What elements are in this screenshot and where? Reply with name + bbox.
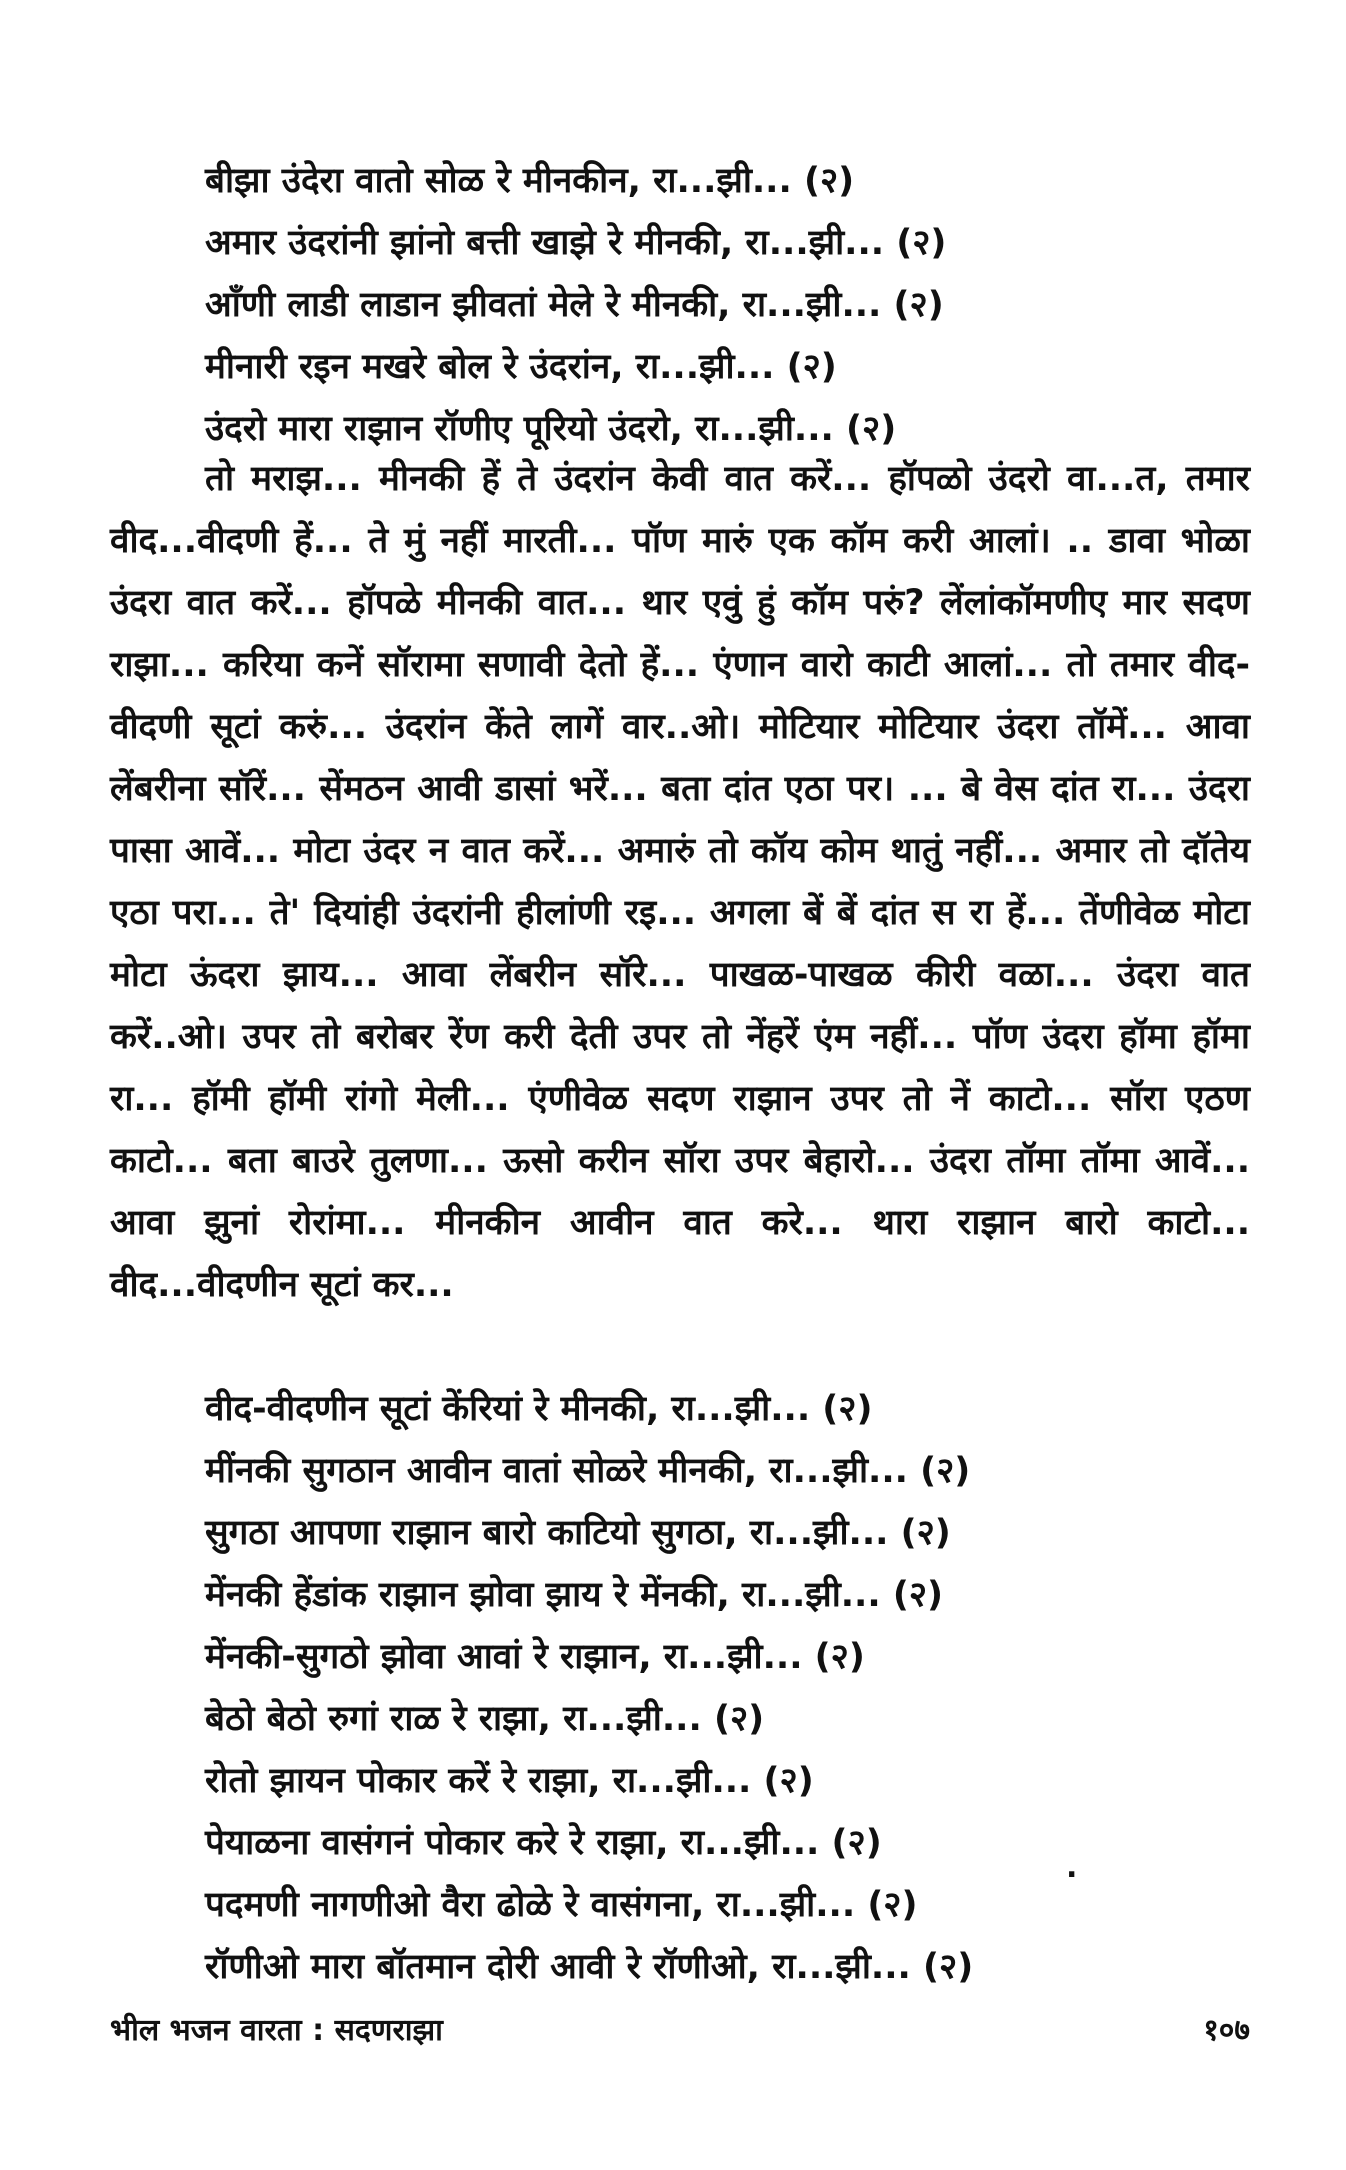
verse-line: उंदरो मारा राझान रॉणीए पूरियो उंदरो, रा...झी... (२) xyxy=(205,409,897,449)
verse-line: मीनारी रइन मखरे बोल रे उंदरांन, रा...झी... (२) xyxy=(205,347,837,387)
verse-line: अमार उंदरांनी झांनो बत्ती खाझे रे मीनकी, रा...झी... (२) xyxy=(205,223,947,263)
verse-line: मेंनकी-सुगठो झोवा आवां रे राझान, रा...झी... (२) xyxy=(205,1637,865,1677)
verse-line: बेठो बेठो रुगां राळ रे राझा, रा...झी... (२) xyxy=(205,1699,765,1739)
verse-block-top xyxy=(205,150,1265,460)
running-title: भील भजन वारता : सदणराझा xyxy=(110,2013,443,2048)
verse-line: पदमणी नागणीओ वैरा ढोळे रे वासंगना, रा...झी... (२) xyxy=(205,1885,918,1925)
verse-line: वीद-वीदणीन सूटां केंरियां रे मीनकी, रा...झी... (२) xyxy=(205,1389,873,1429)
verse-line: रोतो झायन पोकार करें रे राझा, रा...झी... (२) xyxy=(205,1761,814,1801)
verse-line: बीझा उंदेरा वातो सोळ रे मीनकीन, रा...झी... (२) xyxy=(205,161,855,201)
prose-text: तो मराझ... मीनकी हें ते उंदरांन केवी वात करें... हॉपळो उंदरो वा...त, तमार वीद...वीदणी हें... ते मुं नहीं मारती... पॉण मारुं एक कॉम करी आलां। .. डावा भोळा उंदरा वात करें... हॉपळे मीनकी वात... थार एवुं हुं कॉम परुं? लेंलांकॉमणीए मार सदण राझा... करिया कनें सॉरामा सणावी देतो हें... एंणान वारो काटी आलां... तो तमार वीद-वीदणी सूटां करुं... उंदरांन केंते लागें वार..ओ। मोटियार मोटियार उंदरा तॉमें... आवा लेंबरीना सॉरें... सेंमठन आवी डासां भरें... बता दांत एठा पर। ... बे वेस दांत रा... उंदरा पासा आवें... मोटा उंदर न वात करें... अमारुं तो कॉय कोम थातुं नहीं... अमार तो दॉतेय एठा परा... ते' दियांही उंदरांनी हीलांणी रइ... अगला बें बें दांत स रा हें... तेंणीवेळ मोटा मोटा ऊंदरा झाय... आवा लेंबरीन सॉरे... पाखळ-पाखळ कीरी वळा... उंदरा वात करें..ओ। उपर तो बरोबर रेंण करी देती उपर तो नेंहरें एंम नहीं... पॉण उंदरा हॉमा हॉमा रा... हॉमी हॉमी रांगो मेली... एंणीवेळ सदण राझान उपर तो नें काटो... सॉरा एठण काटो... बता बाउरे तुलणा... ऊसो करीन सॉरा उपर बेहारो... उंदरा तॉमा तॉमा आवें... आवा झुनां रोरांमा... मीनकीन आवीन वात करे... थारा राझान बारो काटो... वीद...वीदणीन सूटां कर... xyxy=(110,459,1250,1305)
stray-mark: . xyxy=(1066,1850,1078,1885)
prose-paragraph xyxy=(110,448,1250,1316)
verse-line: पेयाळना वासंगनं पोकार करे रे राझा, रा...झी... (२) xyxy=(205,1823,882,1863)
verse-line: मींनकी सुगठान आवीन वातां सोळरे मीनकी, रा...झी... (२) xyxy=(205,1451,971,1491)
page-footer xyxy=(110,2008,1250,2049)
page-number: १०७ xyxy=(1203,2013,1250,2048)
verse-line: सुगठा आपणा राझान बारो काटियो सुगठा, रा...झी... (२) xyxy=(205,1513,951,1553)
verse-line: रॉणीओ मारा बॉतमान दोरी आवी रे रॉणीओ, रा...झी... (२) xyxy=(205,1947,974,1987)
verse-line: आँणी लाडी लाडान झीवतां मेले रे मीनकी, रा...झी... (२) xyxy=(205,285,944,325)
verse-line: मेंनकी हेंडांक राझान झोवा झाय रे मेंनकी, रा...झी... (२) xyxy=(205,1575,944,1615)
verse-block-bottom xyxy=(205,1378,1265,1998)
